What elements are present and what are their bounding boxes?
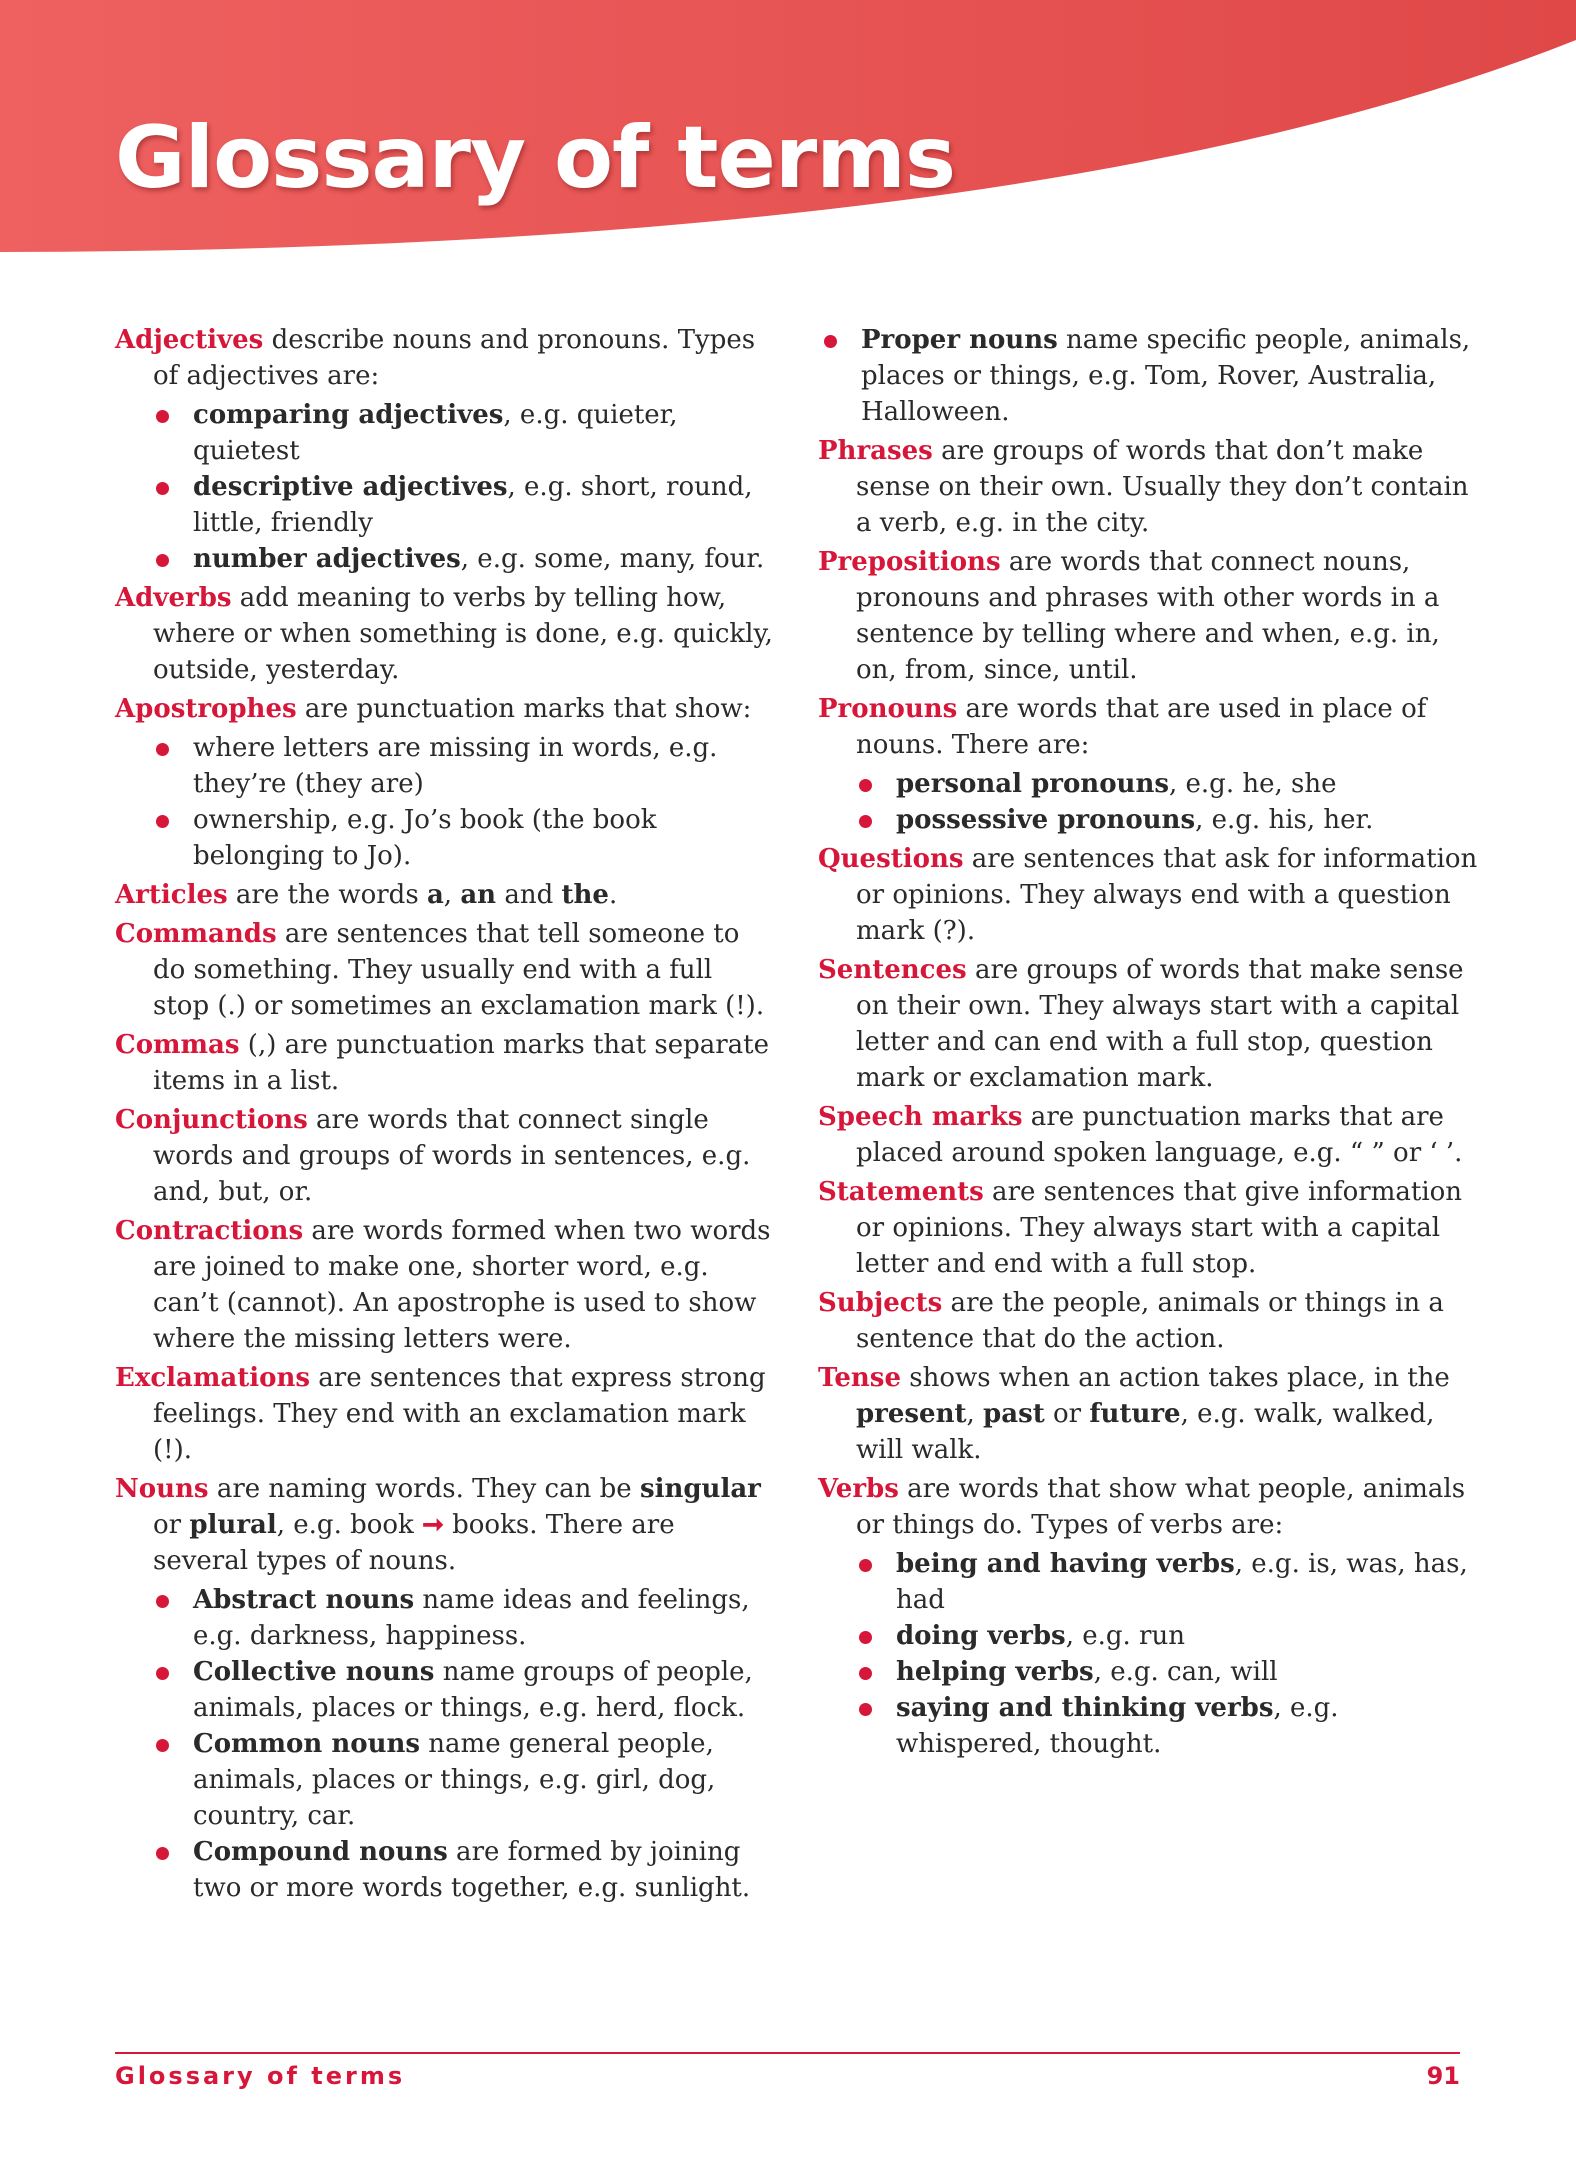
glossary-entry-prepositions xyxy=(818,544,1478,688)
entry-term: Articles xyxy=(115,880,228,910)
entry-term: Commas xyxy=(115,1030,240,1060)
list-item xyxy=(818,766,1478,802)
entry-term: Speech marks xyxy=(818,1102,1023,1132)
list-item xyxy=(818,1654,1478,1690)
entry-term: Adverbs xyxy=(115,583,232,613)
bullet-term: Common nouns xyxy=(193,1729,421,1759)
list-item xyxy=(818,802,1478,838)
glossary-entry-statements xyxy=(818,1174,1478,1282)
entry-definition: describe nouns and pronouns. Types of adjectives are: xyxy=(153,325,756,391)
separator: , xyxy=(966,1399,984,1429)
entry-definition: are words formed when two words are joined to make one, shorter word, e.g. can’t (cannot). An apostrophe is used to show where the missing letters were. xyxy=(153,1216,771,1354)
entry-definition: or xyxy=(153,1510,190,1540)
apostrophes-list xyxy=(115,730,775,874)
list-item xyxy=(818,1546,1478,1618)
bullet-term: being and having verbs xyxy=(896,1549,1235,1579)
entry-definition: and xyxy=(496,880,562,910)
list-item xyxy=(115,1834,775,1906)
entry-term: Adjectives xyxy=(115,325,264,355)
entry-term: Prepositions xyxy=(818,547,1001,577)
list-item xyxy=(818,322,1478,430)
list-item xyxy=(818,1690,1478,1762)
glossary-entry-subjects xyxy=(818,1285,1478,1357)
bullet-text: , e.g. run xyxy=(1065,1621,1185,1651)
bullet-term: possessive pronouns xyxy=(896,805,1196,835)
glossary-entry-phrases xyxy=(818,433,1478,541)
glossary-entry-nouns xyxy=(115,1471,775,1579)
entry-term: Sentences xyxy=(818,955,967,985)
entry-term: Pronouns xyxy=(818,694,958,724)
entry-definition: . xyxy=(608,880,618,910)
entry-term: Contractions xyxy=(115,1216,304,1246)
page-title: Glossary of terms xyxy=(115,108,956,208)
entry-term: Phrases xyxy=(818,436,933,466)
bullet-term: descriptive adjectives xyxy=(193,472,508,502)
glossary-right-column xyxy=(818,322,1478,1765)
entry-definition: or xyxy=(1044,1399,1090,1429)
bullet-text: name ideas and feelings, e.g. darkness, happiness. xyxy=(193,1585,750,1651)
bullet-text: , e.g. quieter, quietest xyxy=(193,400,678,466)
list-item xyxy=(818,1618,1478,1654)
entry-definition: (,) are punctuation marks that separate items in a list. xyxy=(153,1030,770,1096)
plural-label: plural xyxy=(189,1510,277,1540)
entry-term: Verbs xyxy=(818,1474,899,1504)
glossary-entry-exclamations xyxy=(115,1360,775,1468)
article-the: the xyxy=(561,880,609,910)
list-item xyxy=(115,469,775,541)
bullet-term: doing verbs xyxy=(896,1621,1066,1651)
tense-past: past xyxy=(983,1399,1045,1429)
bullet-term: helping verbs xyxy=(896,1657,1094,1687)
glossary-entry-contractions xyxy=(115,1213,775,1357)
entry-definition: books. There are several types of nouns. xyxy=(153,1510,675,1576)
bullet-term: number adjectives xyxy=(193,544,461,574)
entry-definition: add meaning to verbs by telling how, where or when something is done, e.g. quickly, outside, yesterday. xyxy=(153,583,773,685)
entry-definition: are words that connect nouns, pronouns and phrases with other words in a sentence by telling where and when, e.g. in, on, from, since, until. xyxy=(856,547,1440,685)
bullet-term: personal pronouns xyxy=(896,769,1169,799)
singular-label: singular xyxy=(639,1474,761,1504)
glossary-entry-articles xyxy=(115,877,775,913)
bullet-text: , e.g. can, will xyxy=(1093,1657,1278,1687)
entry-definition: are groups of words that don’t make sense on their own. Usually they don’t contain a verb, e.g. in the city. xyxy=(856,436,1469,538)
entry-definition: are punctuation marks that are placed around spoken language, e.g. “ ” or ‘ ’. xyxy=(856,1102,1463,1168)
glossary-entry-commands xyxy=(115,916,775,1024)
glossary-entry-verbs xyxy=(818,1471,1478,1543)
footer-divider xyxy=(115,2052,1460,2054)
bullet-term: saying and thinking verbs xyxy=(896,1693,1274,1723)
entry-definition: are naming words. They can be xyxy=(208,1474,640,1504)
glossary-entry-commas xyxy=(115,1027,775,1099)
glossary-entry-adjectives xyxy=(115,322,775,394)
entry-definition: shows when an action takes place, in the xyxy=(901,1363,1450,1393)
list-item xyxy=(115,1654,775,1726)
adjectives-list xyxy=(115,397,775,577)
entry-term: Questions xyxy=(818,844,964,874)
glossary-entry-tense xyxy=(818,1360,1478,1468)
bullet-term: Abstract nouns xyxy=(193,1585,415,1615)
list-item xyxy=(115,541,775,577)
bullet-term: comparing adjectives xyxy=(193,400,504,430)
list-item xyxy=(115,397,775,469)
bullet-text: name specific people, animals, places or things, e.g. Tom, Rover, Australia, Halloween. xyxy=(861,325,1471,427)
article-an: an xyxy=(460,880,497,910)
entry-definition: , e.g. book xyxy=(276,1510,423,1540)
entry-definition: are words that are used in place of nouns. There are: xyxy=(856,694,1427,760)
right-arrow-icon: ➞ xyxy=(422,1510,444,1540)
list-item xyxy=(115,1582,775,1654)
article-a: a xyxy=(426,880,444,910)
bullet-text: , e.g. he, she xyxy=(1169,769,1337,799)
glossary-entry-adverbs xyxy=(115,580,775,688)
footer-title: Glossary of terms xyxy=(115,2062,406,2090)
bullet-text: name general people, animals, places or things, e.g. girl, dog, country, car. xyxy=(193,1729,716,1831)
bullet-term: Compound nouns xyxy=(193,1837,448,1867)
bullet-text: , e.g. short, round, little, friendly xyxy=(193,472,753,538)
header-banner xyxy=(0,0,1576,260)
tense-present: present xyxy=(856,1399,967,1429)
glossary-entry-questions xyxy=(818,841,1478,949)
entry-definition: are punctuation marks that show: xyxy=(296,694,752,724)
verbs-list xyxy=(818,1546,1478,1762)
entry-definition: are words that show what people, animals or things do. Types of verbs are: xyxy=(856,1474,1466,1540)
nouns-list xyxy=(115,1582,775,1906)
entry-definition: are sentences that tell someone to do something. They usually end with a full stop (.) or sometimes an exclamation mark (!). xyxy=(153,919,765,1021)
glossary-entry-speech-marks xyxy=(818,1099,1478,1171)
entry-term: Exclamations xyxy=(115,1363,310,1393)
tense-future: future xyxy=(1089,1399,1181,1429)
entry-term: Conjunctions xyxy=(115,1105,308,1135)
bullet-term: Proper nouns xyxy=(861,325,1058,355)
page-number: 91 xyxy=(1426,2062,1460,2090)
bullet-text: name groups of people, animals, places or things, e.g. herd, flock. xyxy=(193,1657,753,1723)
entry-term: Statements xyxy=(818,1177,984,1207)
list-item xyxy=(115,1726,775,1834)
bullet-text: are formed by joining two or more words together, e.g. sunlight. xyxy=(193,1837,751,1903)
entry-definition: are words that connect single words and groups of words in sentences, e.g. and, but, or. xyxy=(153,1105,751,1207)
bullet-term: Collective nouns xyxy=(193,1657,435,1687)
bullet-text: , e.g. whispered, thought. xyxy=(896,1693,1339,1759)
glossary-entry-pronouns xyxy=(818,691,1478,763)
entry-term: Tense xyxy=(818,1363,901,1393)
bullet-text: , e.g. is, was, has, had xyxy=(896,1549,1468,1615)
entry-definition: , e.g. walk, walked, will walk. xyxy=(856,1399,1435,1465)
pronouns-list xyxy=(818,766,1478,838)
entry-term: Apostrophes xyxy=(115,694,297,724)
entry-definition: are the words xyxy=(227,880,427,910)
glossary-entry-conjunctions xyxy=(115,1102,775,1210)
glossary-left-column xyxy=(115,322,775,1909)
entry-term: Subjects xyxy=(818,1288,943,1318)
list-item: ownership, e.g. Jo’s book (the book belonging to Jo). xyxy=(115,802,775,874)
glossary-entry-sentences xyxy=(818,952,1478,1096)
list-item: where letters are missing in words, e.g. they’re (they are) xyxy=(115,730,775,802)
proper-nouns-list xyxy=(818,322,1478,430)
bullet-text: , e.g. his, her. xyxy=(1195,805,1374,835)
entry-definition: are the people, animals or things in a sentence that do the action. xyxy=(856,1288,1444,1354)
entry-term: Nouns xyxy=(115,1474,209,1504)
bullet-text: , e.g. some, many, four. xyxy=(460,544,765,574)
entry-definition: are sentences that ask for information or opinions. They always end with a question mark (?). xyxy=(856,844,1478,946)
entry-definition: are groups of words that make sense on their own. They always start with a capital letter and can end with a full stop, question mark or exclamation mark. xyxy=(856,955,1464,1093)
separator: , xyxy=(443,880,461,910)
entry-definition: are sentences that express strong feelings. They end with an exclamation mark (!). xyxy=(153,1363,766,1465)
glossary-entry-apostrophes xyxy=(115,691,775,727)
entry-definition: are sentences that give information or opinions. They always start with a capital letter and end with a full stop. xyxy=(856,1177,1463,1279)
entry-term: Commands xyxy=(115,919,277,949)
